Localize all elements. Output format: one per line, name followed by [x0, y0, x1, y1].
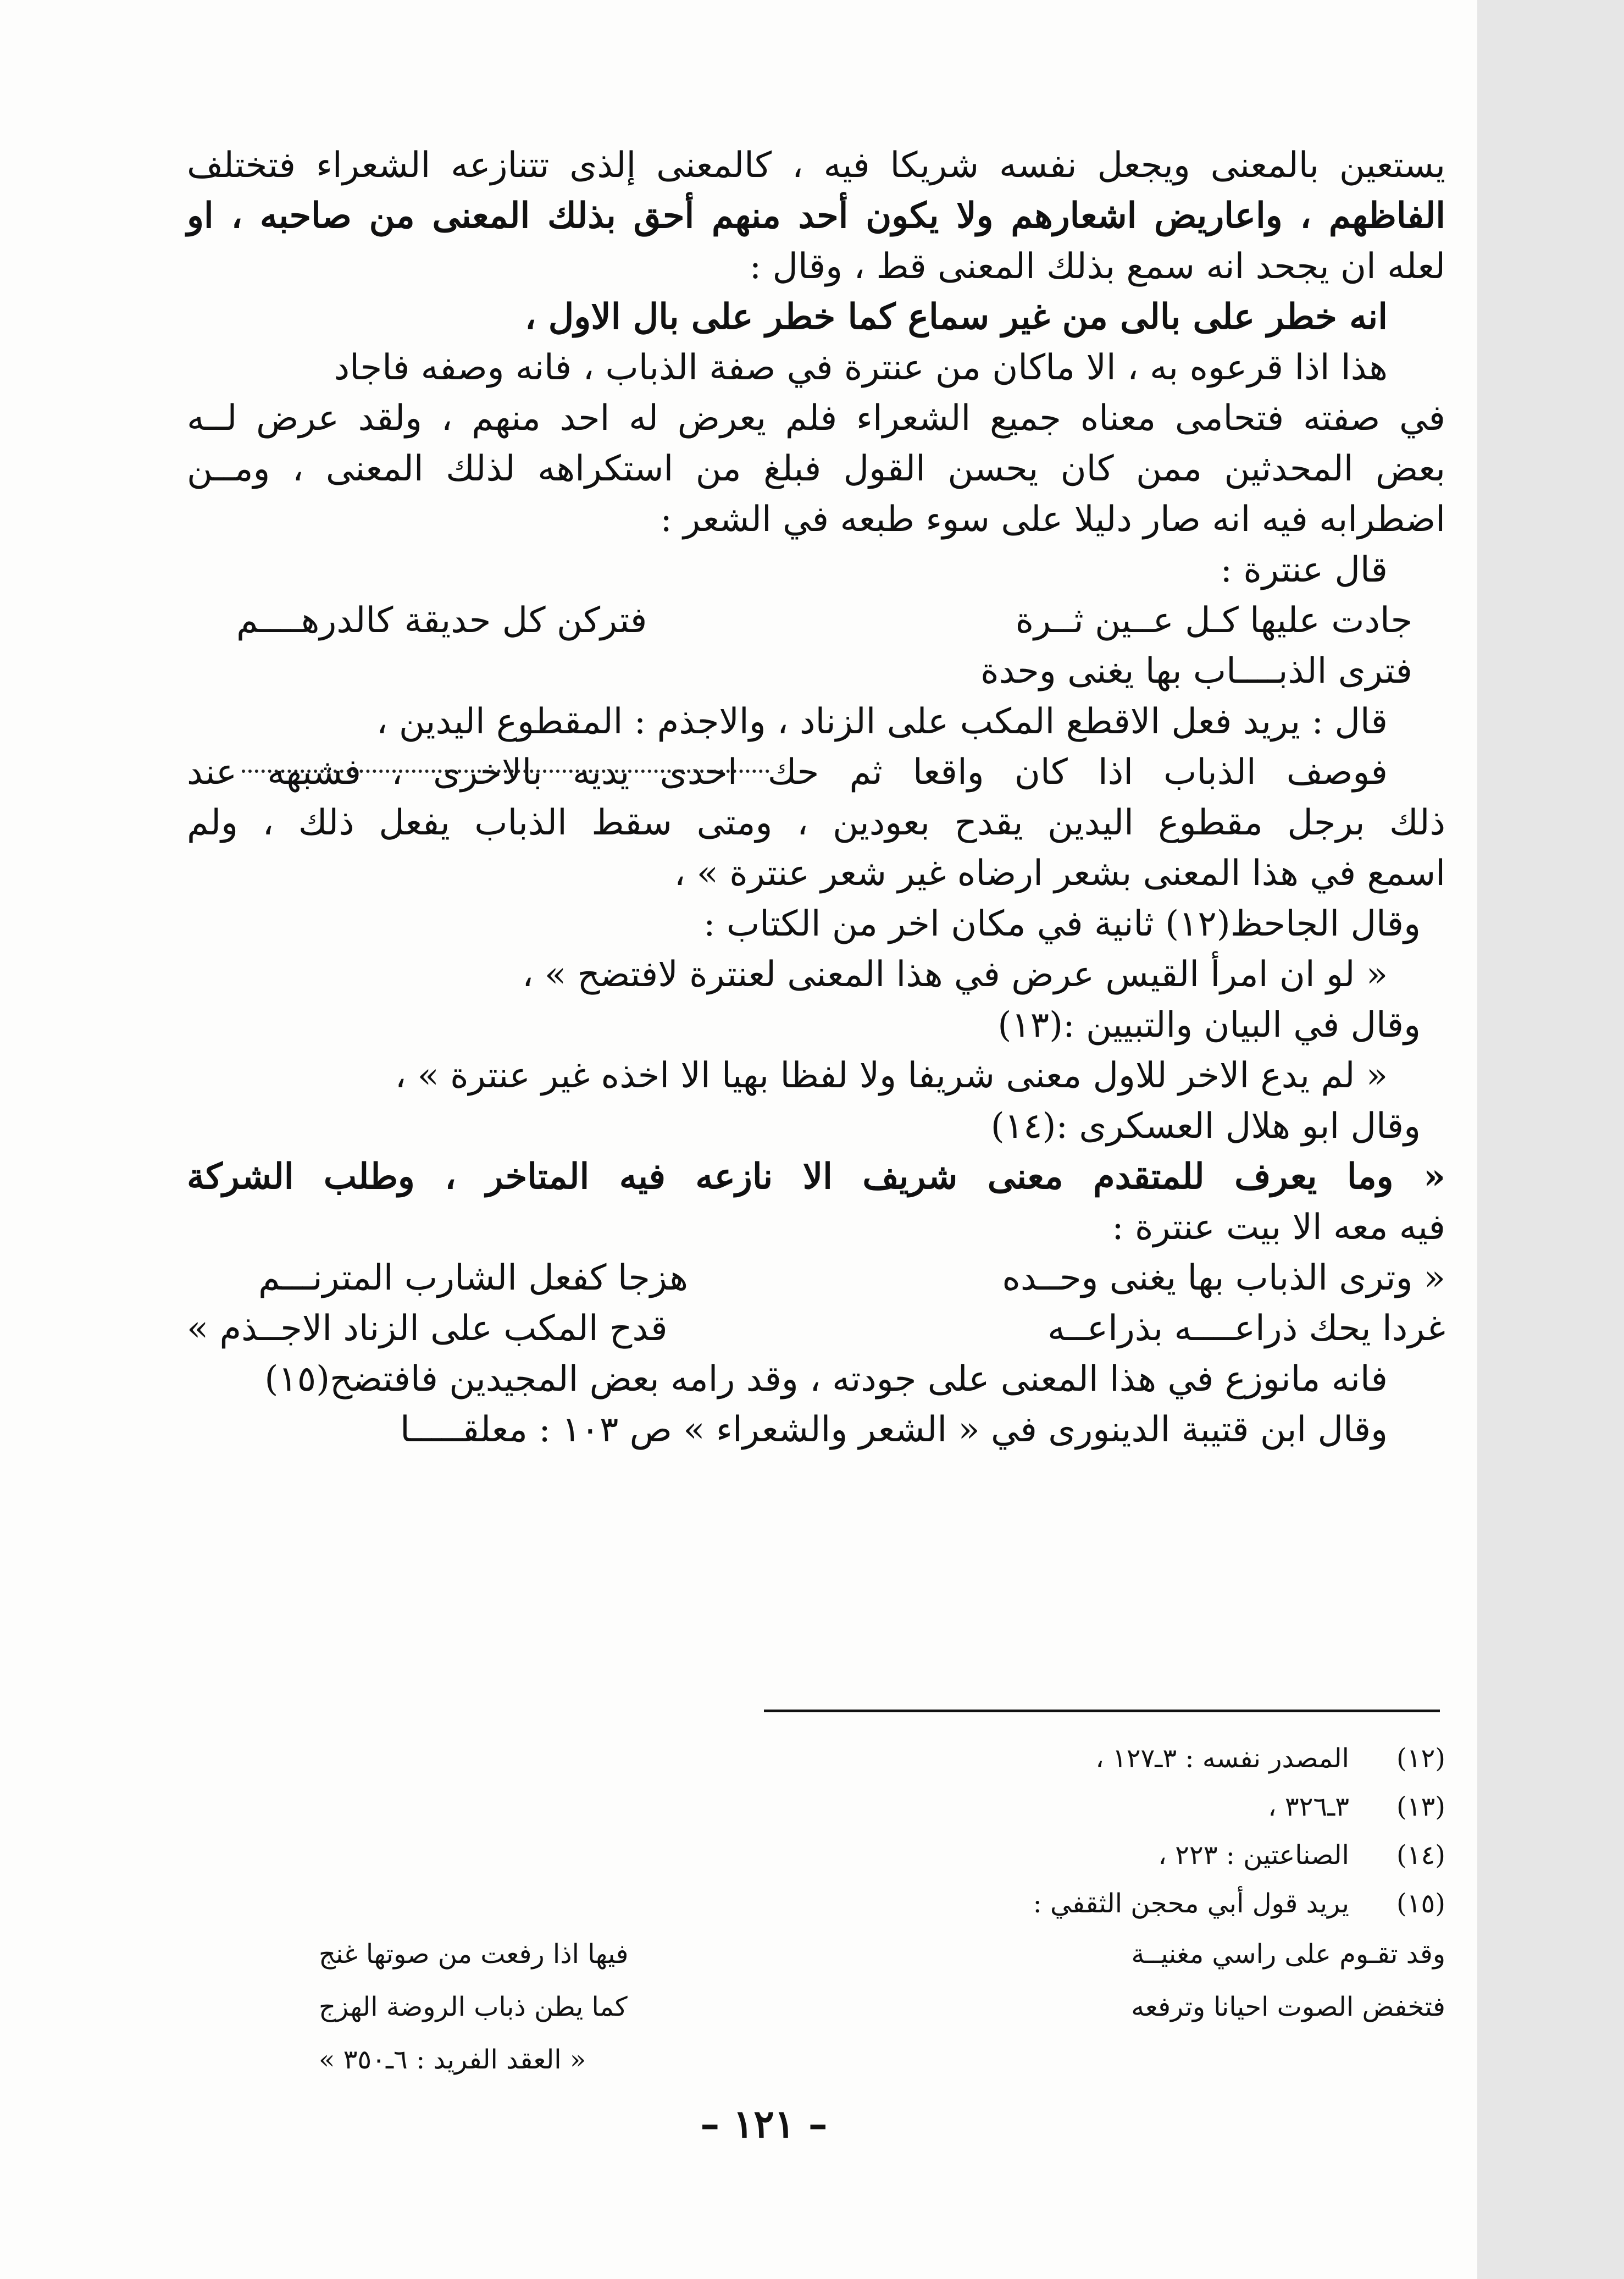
footnote-source: « العقد الفريد : ٦ـ٣٥٠ »	[319, 2044, 586, 2075]
text-line: قال عنترة :	[1220, 550, 1388, 590]
text-line: بعض المحدثين ممن كان يحسن القول فبلغ من استكراهه لذلك المعنى ، ومــن	[187, 449, 1445, 489]
verse-hemistich: فيها اذا رفعت من صوتها غنج	[319, 1939, 629, 1970]
footnote-text: الصناعتين : ٢٢٣ ،	[1158, 1840, 1349, 1871]
quoted-line: « لم يدع الاخر للاول معنى شريفا ولا لفظا بهيا الا اخذه غير عنترة » ،	[395, 1055, 1388, 1096]
text-line: اضطرابه فيه انه صار دليلا على سوء طبعه في الشعر :	[660, 499, 1445, 540]
verse-hemistich: فتركن كل حديقة كالدرهــــم	[236, 600, 647, 641]
footnote-text: ٣ـ٣٢٦ ،	[1268, 1791, 1349, 1822]
quoted-line: « لو ان امرأ القيس عرض في هذا المعنى لعنترة لافتضح » ،	[522, 954, 1388, 995]
quoted-line: انه خطر على بالى من غير سماع كما خطر على بال الاول ،	[524, 296, 1388, 338]
footnote-verse	[187, 1928, 1445, 1981]
footnote-number: (١٤)	[1396, 1840, 1445, 1871]
footnote	[187, 1734, 1445, 1783]
poem-verse	[187, 1253, 1445, 1303]
text-line: وقال في البيان والتبيين :(١٣)	[997, 1005, 1421, 1046]
footnote	[187, 1879, 1445, 1928]
footnote-verse	[187, 1981, 1445, 2033]
page-number: – ١٢١ –	[700, 2101, 828, 2147]
verse-hemistich: هزجا كفعل الشارب المترنـــم	[258, 1258, 688, 1298]
text-line: هذا اذا قرعوه به ، الا ماكان من عنترة في صفة الذباب ، فانه وصفه فاجاد	[334, 347, 1388, 388]
poem-verse	[187, 1303, 1445, 1354]
text-line: الفاظهم ، واعاريض اشعارهم ولا يكون أحد منهم أحق بذلك المعنى من صاحبه ، او	[187, 195, 1445, 236]
text-line: وقال الجاحظ(١٢) ثانية في مكان اخر من الكتاب :	[703, 904, 1421, 944]
text-line: في صفته فتحامى معناه جميع الشعراء فلم يعرض له احد منهم ، ولقد عرض لــه	[187, 398, 1445, 439]
text-line: قال : يريد فعل الاقطع المكب على الزناد ، والاجذم : المقطوع اليدين ،	[376, 701, 1388, 742]
footnote-number: (١٥)	[1396, 1888, 1445, 1919]
footnote	[187, 1831, 1445, 1879]
dotted-rule	[242, 770, 769, 773]
footnote-number: (١٢)	[1396, 1743, 1445, 1774]
verse-hemistich: « وترى الذباب بها يغنى وحــده	[1002, 1258, 1445, 1298]
footnotes	[187, 1734, 1445, 2086]
text-line: فوصف الذباب اذا كان واقعا ثم حك احدى يديه بالاخرى ، فشبهه عند	[187, 752, 1388, 793]
footnote	[187, 1783, 1445, 1831]
text-line: « وما يعرف للمتقدم معنى شريف الا نازعه فيه المتاخر ، وطلب الشركة	[187, 1156, 1445, 1197]
footnote-verse	[187, 2033, 1445, 2086]
poem-verse	[187, 595, 1445, 646]
verse-hemistich: قدح المكب على الزناد الاجــذم »	[187, 1308, 668, 1349]
text-line: ذلك برجل مقطوع اليدين يقدح بعودين ، ومتى سقط الذباب يفعل ذلك ، ولم	[187, 803, 1445, 843]
footnote-text: يريد قول أبي محجن الثقفي :	[1033, 1888, 1349, 1919]
text-line: وقال ابن قتيبة الدينورى في « الشعر والشعراء » ص ١٠٣ : معلقـــــا	[400, 1409, 1388, 1450]
text-line: فيه معه الا بيت عنترة :	[1112, 1207, 1445, 1248]
footnote-separator	[764, 1710, 1440, 1712]
text-line: وقال ابو هلال العسكرى :(١٤)	[990, 1106, 1421, 1147]
footnote-number: (١٣)	[1396, 1791, 1445, 1822]
poem-verse	[187, 646, 1445, 696]
main-text	[187, 140, 1445, 1455]
text-line: فانه مانوزع في هذا المعنى على جودته ، وقد رامه بعض المجيدين فافتضح(١٥)	[264, 1359, 1388, 1400]
text-line: يستعين بالمعنى ويجعل نفسه شريكا فيه ، كالمعنى إلذى تتنازعه الشعراء فتختلف	[187, 145, 1446, 186]
verse-hemistich: وقد تقـوم على راسي مغنيــة	[1131, 1939, 1445, 1970]
text-line: لعله ان يجحد انه سمع بذلك المعنى قط ، وقال :	[749, 246, 1445, 287]
text-line: اسمع في هذا المعنى بشعر ارضاه غير شعر عنترة » ،	[674, 853, 1445, 894]
verse-hemistich: كما يطن ذباب الروضة الهزج	[319, 1992, 628, 2022]
scan-margin	[1477, 0, 1624, 2279]
footnote-text: المصدر نفسه : ٣ـ١٢٧ ،	[1095, 1743, 1349, 1774]
verse-hemistich: غردا يحك ذراعــــه بذراعــه	[1047, 1308, 1445, 1349]
verse-hemistich: فترى الذبــــاب بها يغنى وحدة	[980, 651, 1412, 692]
verse-hemistich: جادت عليها كـل عــين ثــرة	[1015, 600, 1412, 641]
verse-hemistich: فتخفض الصوت احيانا وترفعه	[1131, 1992, 1445, 2022]
